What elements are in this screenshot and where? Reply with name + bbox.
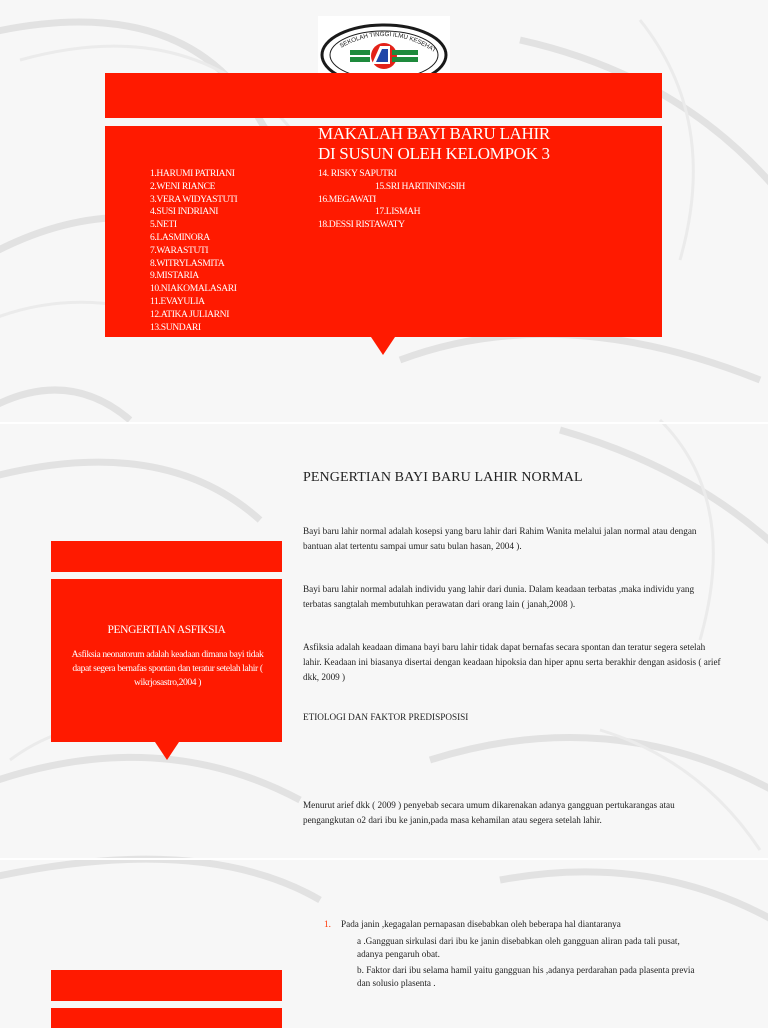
member-item: 9.MISTARIA	[150, 270, 199, 282]
paragraph-definition-2: Bayi baru lahir normal adalah individu yang lahir dari dunia. Dalam keadaan terbatas ,maka individu yang terbatas sangtalah membutuhkan perawatan dari orang lain ( janah,2008 ).	[303, 584, 695, 609]
title-panel-pointer	[371, 337, 395, 355]
paragraph-asphyxia: Asfiksia adalah keadaan dimana bayi baru lahir tidak dapat bernafas secara spontan dan teratur segera setelah lahir. Keadaan ini biasanya disertai dengan keadaan hipoksia dan hiper apnu serta berakhir dengan asidosis ( arief dkk, 2009 )	[303, 642, 721, 682]
member-item: 12.ATIKA JULIARNI	[150, 308, 230, 320]
member-item: 2.WENI RIANCE	[150, 180, 216, 192]
list-item-1: Pada janin ,kegagalan pernapasan disebabkan oleh beberapa hal diantaranya	[341, 919, 621, 929]
subheading-etiology: ETIOLOGI DAN FAKTOR PREDISPOSISI	[303, 712, 469, 722]
member-item: 13.SUNDARI	[150, 321, 201, 333]
list-item-1b: b. Faktor dari ibu selama hamil yaitu gangguan his ,adanya perdarahan pada plasenta previa	[357, 965, 695, 975]
asphyxia-heading: PENGERTIAN ASFIKSIA	[107, 624, 226, 636]
asphyxia-header-bar	[51, 541, 282, 572]
member-item: 10.NIAKOMALASARI	[150, 283, 237, 295]
title-line-1: MAKALAH BAYI BARU LAHIR	[318, 124, 550, 143]
member-item: 15.SRI HARTININGSIH	[375, 180, 465, 192]
members-list-left	[150, 168, 237, 334]
title-header-bar	[105, 73, 662, 118]
slide-title	[318, 124, 550, 164]
list-number: 1.	[324, 919, 331, 929]
slide3-panel	[51, 1008, 282, 1028]
members-list-right	[318, 168, 465, 232]
slide3-header-bar	[51, 970, 282, 1001]
asphyxia-panel-pointer	[155, 742, 179, 760]
member-item: 4.SUSI INDRIANI	[150, 206, 219, 218]
paragraph-definition-1: Bayi baru lahir normal adalah kosepsi yang baru lahir dari Rahim Wanita melalui jalan normal atau dengan bantuan alat tertentu sampai umur satu bulan hasan, 2004 ).	[303, 526, 697, 551]
member-item: 11.EVAYULIA	[150, 295, 205, 307]
member-item: 17.LISMAH	[375, 206, 421, 218]
list-item-1b-cont: dan solusio plasenta .	[357, 978, 436, 988]
logo-arc-text: SEKOLAH TINGGI ILMU KESEHAT	[338, 30, 437, 54]
title-line-2: DI SUSUN OLEH KELOMPOK 3	[318, 144, 550, 163]
member-item: 14. RISKY SAPUTRI	[318, 168, 397, 179]
member-item: 7.WARASTUTI	[150, 244, 209, 256]
member-item: 16.MEGAWATI	[318, 193, 376, 205]
asphyxia-definition: Asfiksia neonatorum adalah keadaan dimana bayi tidak dapat segera bernafas spontan dan teratur setelah lahir ( wikrjosastro,2004 )	[71, 649, 264, 688]
member-item: 1.HARUMI PATRIANI	[150, 168, 235, 179]
member-item: 5.NETI	[150, 219, 177, 231]
list-item-1a: a .Gangguan sirkulasi dari ibu ke janin disebabkan oleh gangguan aliran pada tali pusat,	[357, 936, 680, 946]
member-item: 8.WITRYLASMITA	[150, 257, 225, 269]
list-item-1a-cont: adanya pengaruh obat.	[357, 949, 440, 959]
member-item: 3.VERA WIDYASTUTI	[150, 193, 238, 205]
section-heading: PENGERTIAN BAYI BARU LAHIR NORMAL	[303, 470, 583, 485]
member-item: 6.LASMINORA	[150, 231, 210, 243]
member-item: 18.DESSI RISTAWATY	[318, 219, 405, 231]
paragraph-etiology: Menurut arief dkk ( 2009 ) penyebab secara umum dikarenakan adanya gangguan pertukarangas atau pengangkutan o2 dari ibu ke janin,pada masa kehamilan atau segera setelah lahir.	[303, 800, 675, 825]
